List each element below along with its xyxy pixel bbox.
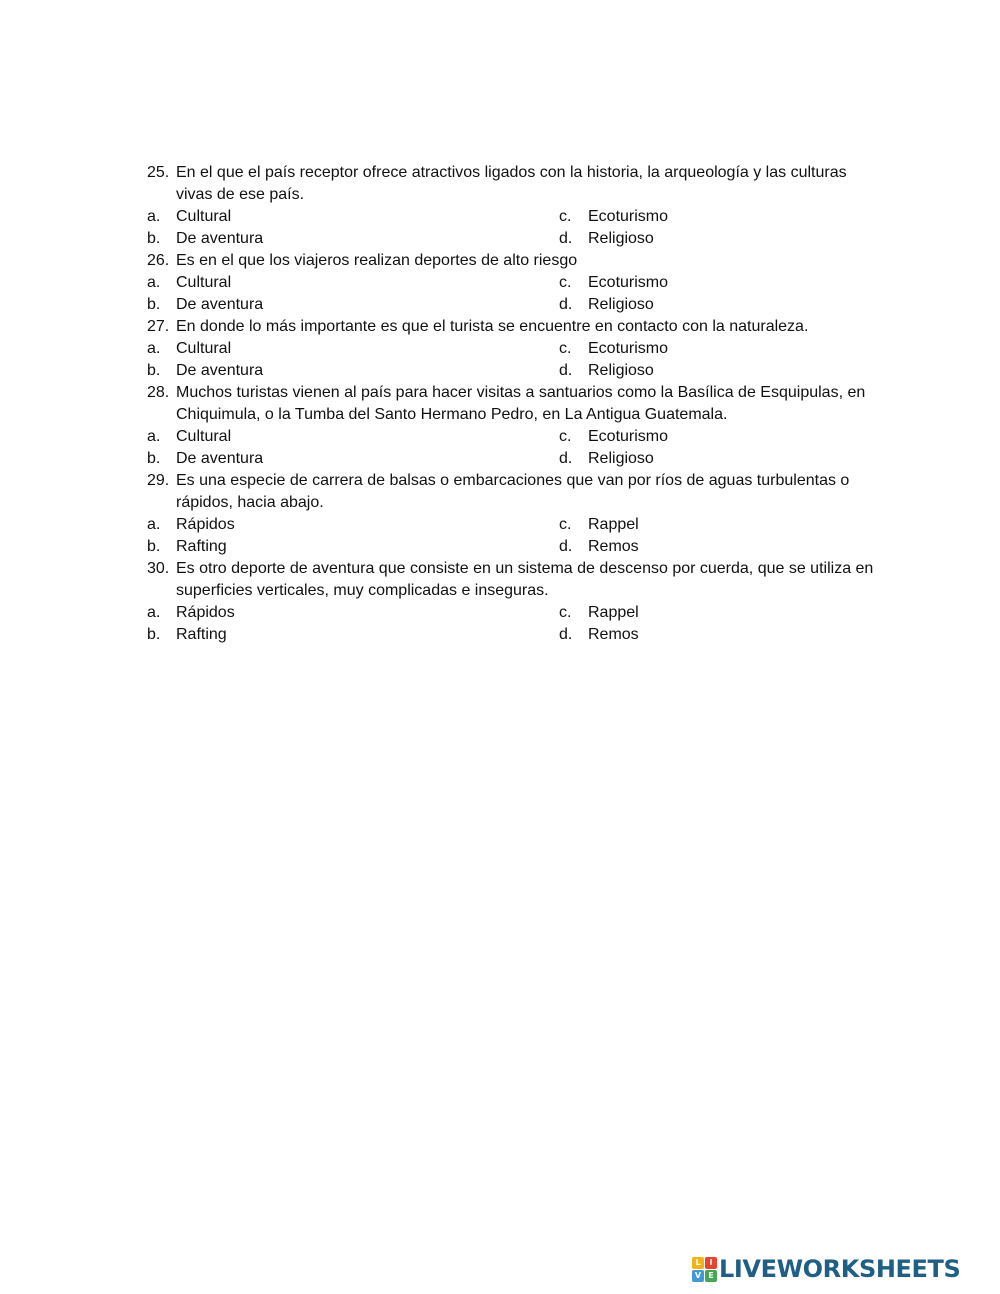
option-row xyxy=(147,360,877,382)
question-number: 30. xyxy=(147,560,170,577)
question-number: 27. xyxy=(147,318,170,335)
option-text: De aventura xyxy=(176,230,264,247)
question-block xyxy=(147,382,877,470)
answer-option[interactable] xyxy=(147,228,559,250)
question-number: 25. xyxy=(147,164,170,181)
answer-option[interactable] xyxy=(147,360,559,382)
option-letter: d. xyxy=(559,230,573,247)
question xyxy=(147,162,877,206)
question-text: En el que el país receptor ofrece atractivos ligados con la historia, la arqueología y las culturas vivas de ese país. xyxy=(176,164,847,203)
option-row xyxy=(147,338,877,360)
option-letter: a. xyxy=(147,516,161,533)
answer-option[interactable] xyxy=(559,624,859,646)
option-letter: b. xyxy=(147,538,161,555)
option-text: Rappel xyxy=(588,516,639,533)
question xyxy=(147,558,877,602)
option-text: Religioso xyxy=(588,362,654,379)
option-letter: c. xyxy=(559,516,572,533)
question-block xyxy=(147,470,877,558)
option-letter: a. xyxy=(147,274,161,291)
option-letter: c. xyxy=(559,604,572,621)
option-text: De aventura xyxy=(176,362,264,379)
option-text: De aventura xyxy=(176,296,264,313)
option-row xyxy=(147,272,877,294)
logo-tile-e: E xyxy=(705,1270,717,1282)
question-text: Muchos turistas vienen al país para hacer visitas a santuarios como la Basílica de Esquipulas, en Chiquimula, o la Tumba del Santo Hermano Pedro, en La Antigua Guatemala. xyxy=(176,384,866,423)
option-text: Cultural xyxy=(176,208,232,225)
answer-option[interactable] xyxy=(147,624,559,646)
option-letter: a. xyxy=(147,604,161,621)
option-letter: d. xyxy=(559,626,573,643)
option-row xyxy=(147,206,877,228)
answer-option[interactable] xyxy=(559,536,859,558)
option-row xyxy=(147,228,877,250)
option-text: Ecoturismo xyxy=(588,274,669,291)
answer-option[interactable] xyxy=(559,228,859,250)
question xyxy=(147,250,877,272)
answer-option[interactable] xyxy=(147,272,559,294)
answer-option[interactable] xyxy=(559,448,859,470)
option-text: Religioso xyxy=(588,230,654,247)
answer-option[interactable] xyxy=(147,448,559,470)
option-text: Religioso xyxy=(588,296,654,313)
option-text: Cultural xyxy=(176,274,232,291)
question-text: Es otro deporte de aventura que consiste en un sistema de descenso por cuerda, que se utiliza en superficies verticales, muy complicadas e inseguras. xyxy=(176,560,874,599)
option-letter: c. xyxy=(559,208,572,225)
option-row xyxy=(147,602,877,624)
option-text: Remos xyxy=(588,626,639,643)
question-block xyxy=(147,162,877,250)
question xyxy=(147,316,877,338)
option-row xyxy=(147,426,877,448)
option-letter: c. xyxy=(559,340,572,357)
option-text: Remos xyxy=(588,538,639,555)
logo-tile-l: L xyxy=(692,1257,704,1269)
option-text: Rápidos xyxy=(176,516,235,533)
option-text: Ecoturismo xyxy=(588,428,669,445)
option-row xyxy=(147,514,877,536)
answer-option[interactable] xyxy=(147,426,559,448)
option-text: Rafting xyxy=(176,538,227,555)
question xyxy=(147,470,877,514)
option-letter: d. xyxy=(559,538,573,555)
answer-option[interactable] xyxy=(147,514,559,536)
answer-option[interactable] xyxy=(147,206,559,228)
liveworksheets-brand xyxy=(692,1253,960,1285)
option-letter: d. xyxy=(559,362,573,379)
option-letter: d. xyxy=(559,450,573,467)
answer-option[interactable] xyxy=(559,514,859,536)
option-letter: b. xyxy=(147,296,161,313)
option-text: Cultural xyxy=(176,340,232,357)
option-letter: b. xyxy=(147,626,161,643)
option-letter: a. xyxy=(147,428,161,445)
option-letter: c. xyxy=(559,274,572,291)
answer-option[interactable] xyxy=(559,272,859,294)
option-text: Rápidos xyxy=(176,604,235,621)
option-text: Cultural xyxy=(176,428,232,445)
answer-option[interactable] xyxy=(147,338,559,360)
question-text: Es una especie de carrera de balsas o embarcaciones que van por ríos de aguas turbulentas o rápidos, hacia abajo. xyxy=(176,472,850,511)
option-letter: c. xyxy=(559,428,572,445)
question-number: 28. xyxy=(147,384,170,401)
answer-option[interactable] xyxy=(559,338,859,360)
option-letter: b. xyxy=(147,230,161,247)
answer-option[interactable] xyxy=(559,602,859,624)
option-row xyxy=(147,448,877,470)
logo-tile-v: V xyxy=(692,1270,704,1282)
answer-option[interactable] xyxy=(147,294,559,316)
option-row xyxy=(147,294,877,316)
question-text: Es en el que los viajeros realizan deportes de alto riesgo xyxy=(176,252,578,269)
option-text: Ecoturismo xyxy=(588,208,669,225)
question-block xyxy=(147,558,877,646)
question-block xyxy=(147,316,877,382)
brand-name: LIVEWORKSHEETS xyxy=(719,1255,961,1283)
option-letter: a. xyxy=(147,340,161,357)
question-number: 26. xyxy=(147,252,170,269)
answer-option[interactable] xyxy=(147,536,559,558)
option-letter: a. xyxy=(147,208,161,225)
question xyxy=(147,382,877,426)
option-letter: d. xyxy=(559,296,573,313)
question-number: 29. xyxy=(147,472,170,489)
option-row xyxy=(147,536,877,558)
option-row xyxy=(147,624,877,646)
answer-option[interactable] xyxy=(559,426,859,448)
option-letter: b. xyxy=(147,362,161,379)
option-text: De aventura xyxy=(176,450,264,467)
answer-option[interactable] xyxy=(559,360,859,382)
option-text: Rafting xyxy=(176,626,227,643)
option-letter: b. xyxy=(147,450,161,467)
answer-option[interactable] xyxy=(147,602,559,624)
liveworksheets-logo-icon xyxy=(692,1257,716,1281)
question-block xyxy=(147,250,877,316)
option-text: Ecoturismo xyxy=(588,340,669,357)
option-text: Religioso xyxy=(588,450,654,467)
answer-option[interactable] xyxy=(559,294,859,316)
option-text: Rappel xyxy=(588,604,639,621)
logo-tile-i: I xyxy=(705,1257,717,1269)
answer-option[interactable] xyxy=(559,206,859,228)
question-text: En donde lo más importante es que el turista se encuentre en contacto con la naturaleza. xyxy=(176,318,809,335)
worksheet xyxy=(147,162,877,646)
